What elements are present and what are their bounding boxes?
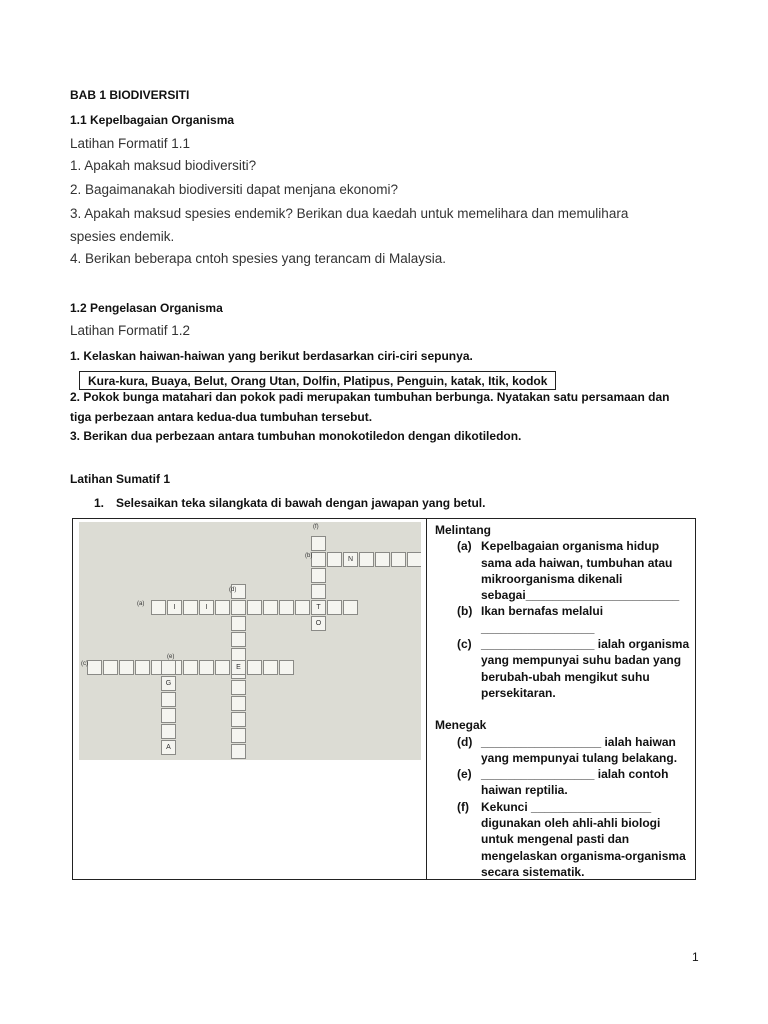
clue-c-key: (c) [457, 637, 472, 652]
crossword-cell: T [311, 600, 326, 615]
crossword-cell [103, 660, 118, 675]
crossword-label-b: (b) [305, 553, 313, 559]
crossword-cell [161, 660, 176, 675]
instruction-number: 1. [94, 496, 105, 510]
question-1-2-3: 3. Berikan dua perbezaan antara tumbuhan monokotiledon dengan dikotiledon. [70, 429, 522, 443]
crossword-cell [327, 600, 342, 615]
clue-f-line: digunakan oleh ahli-ahli biologi [481, 816, 661, 831]
crossword-cell [231, 696, 246, 711]
crossword-cell [161, 692, 176, 707]
crossword-cell [183, 660, 198, 675]
clue-a-key: (a) [457, 539, 472, 554]
clue-f-key: (f) [457, 799, 469, 814]
crossword-cell [231, 680, 246, 695]
crossword-cell [343, 600, 358, 615]
clue-c-line: berubah-ubah mengikut suhu [481, 669, 650, 684]
crossword-label-e: (e) [167, 654, 175, 660]
animal-list-box: Kura-kura, Buaya, Belut, Orang Utan, Dolfin, Platipus, Penguin, katak, Itik, kodok [79, 371, 556, 390]
question-1-2-1: 1. Kelaskan haiwan-haiwan yang berikut berdasarkan ciri-ciri sepunya. [70, 349, 473, 363]
crossword-cell [279, 600, 294, 615]
crossword-label-c: (c) [81, 661, 88, 667]
crossword-cell [247, 600, 262, 615]
question-1-1-4: 4. Berikan beberapa cntoh spesies yang terancam di Malaysia. [70, 251, 446, 266]
crossword-cell: A [161, 740, 176, 755]
crossword-cell: N [343, 552, 358, 567]
crossword-cell [311, 568, 326, 583]
crossword-cell: I [199, 600, 214, 615]
sumatif-heading: Latihan Sumatif 1 [70, 472, 171, 486]
crossword-cell: O [311, 616, 326, 631]
question-1-2-2: 2. Pokok bunga matahari dan pokok padi merupakan tumbuhan berbunga. Nyatakan satu persamaan dan [70, 390, 670, 404]
clue-a-line: mikroorganisma dikenali [481, 571, 623, 586]
crossword-label-d: (d) [229, 587, 237, 593]
crossword-cell [327, 552, 342, 567]
crossword-cell [135, 660, 150, 675]
crossword-grid [79, 522, 421, 760]
crossword-cell [311, 552, 326, 567]
crossword-cell [215, 600, 230, 615]
clue-f-line: mengelaskan organisma-organisma [481, 848, 686, 863]
exercise-1-2-title: Latihan Formatif 1.2 [70, 323, 191, 338]
crossword-cell [375, 552, 390, 567]
crossword-cell [263, 660, 278, 675]
clue-d-line: yang mempunyai tulang belakang. [481, 750, 678, 765]
crossword-cell [407, 552, 421, 567]
melintang-title: Melintang [435, 523, 491, 537]
crossword-cell [231, 712, 246, 727]
clue-d-key: (d) [457, 734, 473, 749]
crossword-cell [231, 632, 246, 647]
crossword-instruction: Selesaikan teka silangkata di bawah dengan jawapan yang betul. [116, 496, 486, 510]
crossword-cell [359, 552, 374, 567]
section-2-heading: 1.2 Pengelasan Organisma [70, 301, 223, 315]
crossword-cell [247, 660, 262, 675]
clue-c-line: yang mempunyai suhu badan yang [481, 653, 682, 668]
exercise-1-1-title: Latihan Formatif 1.1 [70, 136, 191, 151]
crossword-cell [311, 536, 326, 551]
crossword-cell [119, 660, 134, 675]
question-1-1-1: 1. Apakah maksud biodiversiti? [70, 158, 257, 173]
crossword-cell [263, 600, 278, 615]
crossword-cell [231, 600, 246, 615]
crossword-cell: G [161, 676, 176, 691]
crossword-label-a: (a) [137, 601, 145, 607]
clue-f-line: Kekunci __________________ [481, 799, 652, 814]
clue-c [435, 636, 690, 701]
clue-e [435, 766, 690, 799]
question-1-2-2-cont: tiga perbezaan antara kedua-dua tumbuhan tersebut. [70, 410, 373, 424]
crossword-cell: E [231, 660, 246, 675]
question-1-1-2: 2. Bagaimanakah biodiversiti dapat menjana ekonomi? [70, 182, 398, 197]
clue-a-line: Kepelbagaian organisma hidup [481, 539, 660, 554]
crossword-cell [279, 660, 294, 675]
chapter-title: BAB 1 BIODIVERSITI [70, 88, 190, 102]
clue-b-line: Ikan bernafas melalui [481, 604, 604, 619]
crossword-cell [231, 744, 246, 759]
section-1-heading: 1.1 Kepelbagaian Organisma [70, 113, 235, 127]
crossword-cell [215, 660, 230, 675]
clue-b-line: _________________ [481, 620, 595, 635]
crossword-cell: I [167, 600, 182, 615]
clue-a [435, 538, 690, 603]
clue-e-line: _________________ ialah contoh [481, 767, 669, 782]
crossword-cell [295, 600, 310, 615]
clue-a-line: sama ada haiwan, tumbuhan atau [481, 555, 673, 570]
crossword-cell [87, 660, 102, 675]
clues-panel [435, 522, 690, 880]
crossword-cell [311, 584, 326, 599]
clue-e-key: (e) [457, 767, 472, 782]
crossword-table [72, 518, 696, 880]
clue-f-line: secara sistematik. [481, 864, 585, 879]
crossword-cell [183, 600, 198, 615]
question-1-1-3: 3. Apakah maksud spesies endemik? Berikan dua kaedah untuk memelihara dan memulihara [70, 206, 629, 221]
clue-b-key: (b) [457, 604, 473, 619]
crossword-cell [231, 616, 246, 631]
clue-c-line: persekitaran. [481, 685, 556, 700]
page-number: 1 [692, 950, 699, 964]
crossword-cell [151, 600, 166, 615]
crossword-cell [231, 728, 246, 743]
crossword-label-f: (f) [313, 524, 319, 530]
clue-b [435, 603, 690, 636]
crossword-cell [161, 708, 176, 723]
table-divider [426, 519, 427, 879]
clue-a-line: sebagai_______________________ [481, 588, 680, 603]
question-1-1-3-cont: spesies endemik. [70, 229, 175, 244]
clue-f-line: untuk mengenal pasti dan [481, 832, 630, 847]
menegak-title: Menegak [435, 718, 487, 733]
clue-e-line: haiwan reptilia. [481, 783, 568, 798]
crossword-cell [161, 724, 176, 739]
crossword-cell [199, 660, 214, 675]
clue-c-line: _________________ ialah organisma [481, 637, 690, 652]
clue-f [435, 799, 690, 880]
clue-d-line: __________________ ialah haiwan [481, 734, 676, 749]
clue-d [435, 734, 690, 767]
crossword-cell [391, 552, 406, 567]
